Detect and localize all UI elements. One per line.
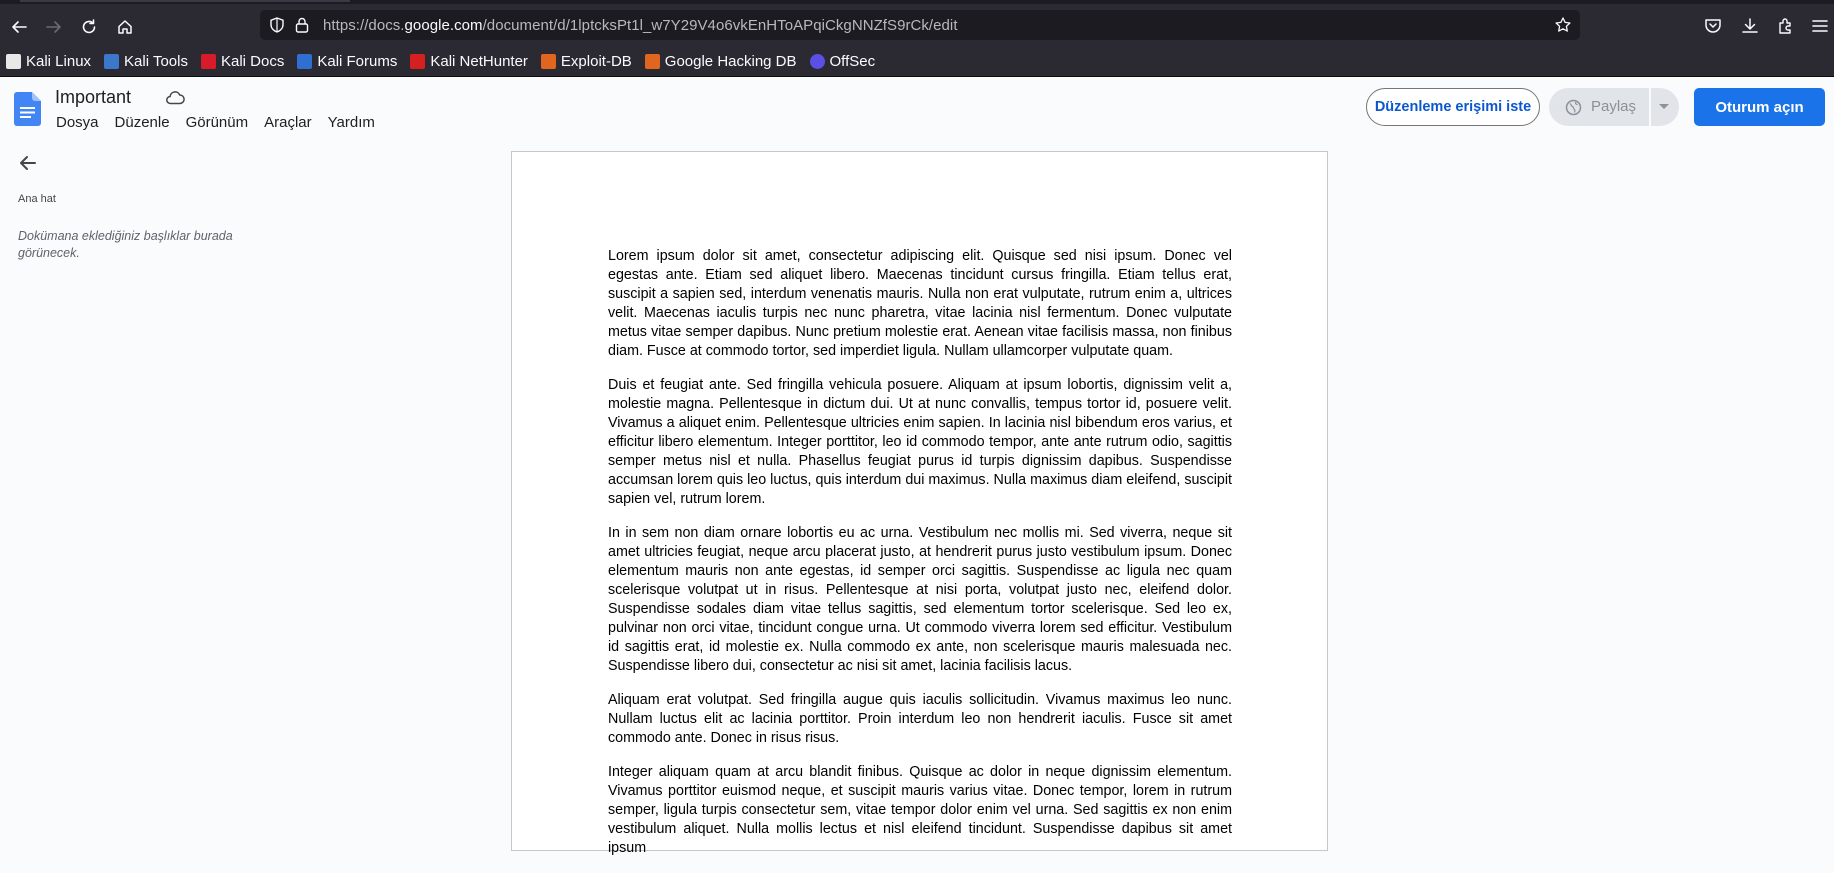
google-docs-logo-icon[interactable] [14, 92, 41, 126]
document-paragraph: Integer aliquam quam at arcu blandit finibus. Quisque ac dolor in neque dignissim elementum. Vivamus porttitor euismod neque, et suscipit mauris varius vitae. Donec tempor, lorem in rutrum semper, ligula turpis consectetur sem, vitae tempor dolor enim vel urna. Sed sagittis ex non enim vestibulum aliquet. Nulla mollis lectus et nisl eleifend tincidunt. Suspendisse dapibus sit amet ipsum [608, 764, 1232, 856]
document-body [608, 247, 1232, 873]
bookmark-label: OffSec [829, 53, 876, 70]
globe-icon [1565, 99, 1582, 116]
menu-tools[interactable]: Araçlar [264, 114, 312, 131]
home-icon [116, 18, 134, 36]
document-title[interactable]: Important [55, 87, 132, 107]
kali-forums-icon [297, 54, 312, 69]
bookmark-offsec[interactable] [810, 53, 876, 70]
kali-dragon-icon [6, 54, 21, 69]
ghdb-icon [645, 54, 660, 69]
menu-file[interactable]: Dosya [56, 114, 99, 131]
outline-title: Ana hat [18, 193, 56, 205]
active-tab-edge [20, 0, 350, 2]
back-arrow-icon [10, 18, 28, 36]
cloud-saved-icon[interactable] [165, 90, 185, 106]
bookmark-star-icon[interactable] [1554, 16, 1572, 34]
document-paragraph: Duis et feugiat ante. Sed fringilla vehicula posuere. Aliquam at ipsum lobortis, dignissim velit a, molestie magna. Pellentesque in dictum dui. Ut at nunc convallis, tempus tortor id, posuere velit. Vivamus a aliquet enim. Pellentesque ultricies enim sapien. In lacinia nisl bibendum eros varius, et efficitur libero elementum. Integer porttitor, leo id commodo tempor, ante ante rutrum odio, sagittis semper metus nisl et nulla. Phasellus feugiat purus id turpis dignissim dapibus. Suspendisse accumsan lorem quis leo luctus, quis interdum dui maximus. Nulla maximus diam eleifend, suscipit sapien vel, rutrum lorem. [608, 377, 1232, 507]
bookmark-kali-linux[interactable] [6, 53, 91, 70]
outline-empty-hint: Dokümana eklediğiniz başlıklar burada görünecek. [18, 229, 233, 260]
bookmark-label: Kali Tools [124, 53, 188, 70]
menu-view[interactable]: Görünüm [185, 114, 249, 131]
bookmark-kali-forums[interactable] [297, 53, 397, 70]
downloads-icon[interactable] [1740, 16, 1760, 36]
bookmark-label: Kali NetHunter [430, 53, 528, 70]
share-divider [1649, 88, 1651, 126]
forward-arrow-icon [45, 18, 63, 36]
bookmark-label: Kali Docs [220, 53, 285, 70]
reload-button[interactable] [76, 14, 102, 40]
browser-toolbar [0, 4, 1834, 47]
forward-button[interactable] [41, 14, 67, 40]
offsec-icon [810, 54, 825, 69]
close-outline-arrow-icon[interactable] [16, 151, 40, 175]
sign-in-button[interactable]: Oturum açın [1694, 88, 1825, 126]
bookmarks-toolbar [0, 47, 1834, 77]
share-label: Paylaş [1591, 98, 1637, 115]
url-host: google.com [404, 17, 483, 34]
bookmark-kali-docs[interactable] [201, 53, 284, 70]
share-button[interactable] [1549, 88, 1679, 126]
kali-docs-icon [201, 54, 216, 69]
lock-icon[interactable] [293, 16, 311, 34]
bookmark-label: Kali Linux [26, 53, 92, 70]
bookmark-google-hacking-db[interactable] [645, 53, 797, 70]
extensions-icon[interactable] [1776, 16, 1796, 36]
bookmark-kali-tools[interactable] [104, 53, 188, 70]
pocket-icon[interactable] [1703, 16, 1723, 36]
bookmark-exploit-db[interactable] [541, 53, 632, 70]
exploit-db-icon [541, 54, 556, 69]
kali-tools-icon [104, 54, 119, 69]
bookmark-label: Kali Forums [317, 53, 398, 70]
url-text[interactable] [323, 17, 958, 34]
bookmark-label: Google Hacking DB [664, 53, 797, 70]
back-button[interactable] [6, 14, 32, 40]
docs-menubar [56, 114, 391, 131]
url-path: /document/d/1lptcksPt1l_w7Y29V4o6vkEnHToAPqiCkgNNZfS9rCk/edit [482, 17, 958, 34]
bookmark-kali-nethunter[interactable] [410, 53, 528, 70]
nethunter-icon [410, 54, 425, 69]
docs-header [0, 78, 1834, 137]
tracking-protection-icon[interactable] [268, 16, 286, 34]
document-paragraph: In in sem non diam ornare lobortis eu ac urna. Vestibulum nec mollis mi. Sed viverra, neque sit amet ultricies feugiat, neque arcu placerat justo, at hendrerit purus justo vestibulum ipsum. Donec elementum mauris non ante egestas, id semper orci sagittis. Suspendisse ac ligula nec quam scelerisque volutpat ut in risus. Pellentesque at nisi porta, volutpat justo nec, eleifend dolor. Suspendisse sodales diam vitae tellus sagittis, sed elementum tortor scelerisque. Sed leo ex, pulvinar non orci vitae, tincidunt congue urna. Ut commodo viverra lorem sed efficitur. Vestibulum id sagittis erat, id molestie ex. Nulla commodo ex ante, non scelerisque mauris malesuada nec. Suspendisse libero dui, consectetur ac nisi sit amet, lacinia facilisis lacus. [608, 525, 1232, 674]
reload-icon [80, 18, 98, 36]
document-paragraph: Lorem ipsum dolor sit amet, consectetur adipiscing elit. Quisque sed nisi ipsum. Donec vel egestas ante. Etiam sed aliquet libero. Maecenas tincidunt cursus fringilla. Etiam tellus erat, suscipit a sapien sed, interdum venenatis mauris. Nulla non erat vulputate, rutrum enim a, ultrices velit. Maecenas iaculis turpis nec nunc pharetra, vitae lacinia nisl fermentum. Donec vulputate metus vitae semper dapibus. Nunc pretium molestie erat. Aenean vitae facilisis massa, non finibus diam. Fusce at commodo tortor, sed imperdiet ligula. Nullam ullamcorper vulputate quam. [608, 248, 1232, 359]
menu-help[interactable]: Yardım [327, 114, 375, 131]
document-page[interactable] [511, 151, 1328, 856]
url-bar[interactable] [260, 10, 1580, 40]
document-paragraph: Aliquam erat volutpat. Sed fringilla augue quis iaculis sollicitudin. Vivamus maximus leo nunc. Nullam luctus elit ac lacinia porttitor. Proin interdum leo non hendrerit iaculis. Fusce sit amet commodo ante. Donec in risus risus. [608, 692, 1232, 746]
menu-edit[interactable]: Düzenle [114, 114, 170, 131]
chevron-down-icon[interactable] [1659, 104, 1669, 109]
url-prefix: https://docs. [323, 17, 405, 34]
app-menu-icon[interactable] [1810, 16, 1830, 36]
bookmark-label: Exploit-DB [560, 53, 632, 70]
request-edit-access-button[interactable]: Düzenleme erişimi iste [1366, 88, 1540, 126]
home-button[interactable] [112, 14, 138, 40]
